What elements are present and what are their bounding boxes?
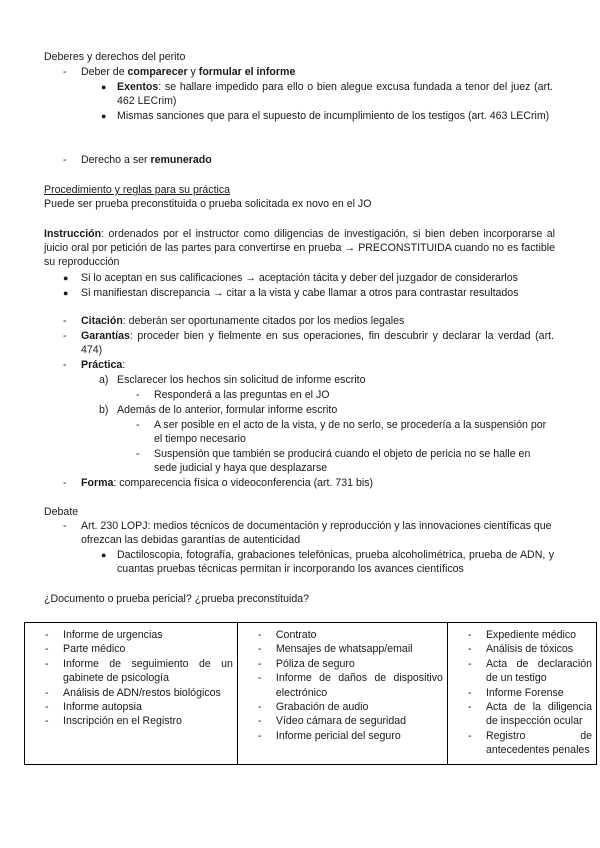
table-list-item — [450, 700, 592, 729]
dash-marker: - — [45, 686, 49, 699]
dash-marker: - — [136, 419, 140, 431]
remunerado-line: Derecho a ser remunerado — [81, 154, 212, 166]
table-column-3 — [447, 623, 596, 765]
practica-item-b: Además de lo anterior, formular informe escrito — [117, 404, 338, 416]
dash-marker: - — [63, 66, 67, 78]
table-list-item — [240, 628, 443, 642]
table-item-text: Parte médico — [63, 643, 126, 656]
table-item-text: Análisis de tóxicos — [485, 643, 574, 656]
table-list-item — [450, 657, 592, 686]
table-item-text: Expediente médico — [485, 629, 577, 641]
table-list-item — [27, 628, 233, 642]
exentos-item: Exentos: se hallare impedido para ello o bien alegue excusa fundada a tenor del juez (art. 462 LECrim) — [117, 81, 553, 107]
table-item-text: Póliza de seguro — [275, 657, 355, 670]
citacion-item: Citación: deberán ser oportunamente citados por los medios legales — [81, 315, 405, 327]
bullet-marker: ● — [63, 288, 69, 298]
dash-marker: - — [45, 629, 49, 641]
acepta-bullet: Si lo aceptan en sus calificaciones → aceptación tácita y deber del juzgador de considerarlos — [81, 272, 518, 284]
dash-marker: - — [63, 520, 67, 532]
dash-marker: - — [467, 701, 472, 714]
table-column-1 — [25, 623, 238, 765]
discrepancia-bullet: Si manifiestan discrepancia → citar a la vista y cabe llamar a otros para contrastar resultados — [81, 287, 519, 299]
table-item-text: Informe Forense — [485, 686, 564, 699]
deber-line: Deber de comparecer y formular el informe — [81, 66, 296, 78]
dash-marker: - — [257, 729, 262, 742]
table-item-text: Acta de la diligencia de inspección ocular — [485, 701, 592, 728]
table-item-text: Acta de declaración de un testigo — [485, 657, 592, 685]
dash-marker: - — [257, 629, 262, 641]
table-item-text: Informe autopsia — [63, 701, 142, 714]
question-heading: ¿Documento o prueba pericial? ¿prueba preconstituida? — [44, 593, 309, 605]
section-title-deberes: Deberes y derechos del perito — [44, 51, 186, 63]
bullet-marker: ● — [101, 550, 107, 560]
table-item-text: Contrato — [275, 629, 317, 641]
dash-marker: - — [257, 672, 262, 685]
table-item-text: Informe de urgencias — [63, 629, 163, 641]
dash-marker: - — [467, 686, 472, 699]
table-list-item — [450, 686, 592, 700]
dash-marker: - — [467, 729, 472, 742]
forma-item: Forma: comparecencia física o videoconferencia (art. 731 bis) — [81, 477, 374, 489]
dash-marker: - — [467, 629, 472, 641]
practica-item-b-sub2: Suspensión que también se producirá cuando el objeto de pericia no se halle en sede judicial y haya que desplazarse — [154, 448, 531, 474]
bullet-marker: ● — [101, 111, 107, 121]
dash-marker: - — [63, 154, 67, 166]
art230-item: Art. 230 LOPJ: medios técnicos de documentación y reproducción y las innovaciones científicas que ofrezcan las debidas garantías de autenticidad — [81, 520, 552, 546]
dash-marker: - — [45, 701, 49, 714]
table-list-item — [27, 686, 233, 700]
dash-marker: - — [63, 315, 67, 327]
table-item-text: Vídeo cámara de seguridad — [275, 715, 407, 728]
garantias-item: Garantías: proceder bien y fielmente en sus operaciones, fin descubrir y declarar la verdad (art. 474) — [81, 330, 554, 356]
procedimiento-intro: Puede ser prueba preconstituida o prueba solicitada ex novo en el JO — [44, 198, 372, 210]
bullet-marker: ● — [101, 82, 107, 92]
dash-marker: - — [467, 643, 472, 656]
table-item-text: Registro de antecedentes penales — [485, 729, 592, 757]
table-item-text: Grabación de audio — [275, 701, 369, 714]
table-item-text: Informe pericial del seguro — [275, 729, 401, 742]
table-list-item — [450, 642, 592, 656]
dash-marker: - — [257, 701, 262, 714]
dash-marker: - — [257, 715, 262, 728]
table-item-text: Inscripción en el Registro — [63, 715, 182, 728]
table-list-item — [27, 700, 233, 714]
practica-item-a-sub: Responderá a las preguntas en el JO — [154, 389, 330, 401]
item-b-marker: b) — [99, 404, 109, 416]
table-list-item — [450, 628, 592, 642]
dash-marker: - — [45, 715, 49, 728]
bullet-marker: ● — [63, 273, 69, 283]
table-column-2 — [237, 623, 447, 765]
dash-marker: - — [257, 657, 262, 670]
table-item-text: Informe de seguimiento de un gabinete de psicología — [63, 657, 233, 685]
table-list-item — [240, 714, 443, 728]
practica-item-a: Esclarecer los hechos sin solicitud de informe escrito — [117, 374, 366, 386]
table-list-item — [240, 642, 443, 656]
instruccion-paragraph: Instrucción: ordenados por el instructor como diligencias de investigación, si bien deben incorporarse al juicio oral por petición de las partes para convertirse en prueba → PRECONSTITUIDA cuando no es factible su reproducción — [44, 228, 555, 268]
dash-marker: - — [63, 330, 67, 342]
table-list-item — [27, 657, 233, 686]
dash-marker: - — [467, 657, 472, 670]
mismas-sanciones-item: Mismas sanciones que para el supuesto de incumplimiento de los testigos (art. 463 LECrim) — [117, 110, 550, 122]
dash-marker: - — [45, 657, 49, 670]
practica-item-b-sub1: A ser posible en el acto de la vista, y de no serlo, se procedería a la suspensión por el tiempo necesario — [154, 419, 547, 445]
table-list-item — [27, 714, 233, 728]
dash-marker: - — [136, 389, 140, 401]
comparison-table — [24, 622, 597, 765]
table-list-item — [27, 642, 233, 656]
table-list-item — [240, 700, 443, 714]
table-item-text: Análisis de ADN/restos biológicos — [63, 686, 221, 699]
dash-marker: - — [45, 643, 49, 656]
table-list-item — [240, 657, 443, 671]
dactiloscopia-item: Dactiloscopia, fotografía, grabaciones telefónicas, prueba alcoholimétrica, prueba de ADN, y cuantas pruebas técnicas permitan ir incorporando los avances científicos — [117, 549, 554, 575]
section-title-debate: Debate — [44, 506, 79, 518]
table-list-item — [240, 671, 443, 700]
item-a-marker: a) — [99, 374, 109, 386]
practica-item: Práctica: — [81, 359, 126, 371]
section-title-procedimiento: Procedimiento y reglas para su práctica — [44, 184, 231, 196]
table-item-text: Mensajes de whatsapp/email — [275, 643, 413, 656]
dash-marker: - — [136, 448, 140, 460]
dash-marker: - — [63, 477, 67, 489]
dash-marker: - — [63, 359, 67, 371]
dash-marker: - — [257, 643, 262, 656]
table-item-text: Informe de daños de dispositivo electrónico — [275, 672, 443, 699]
table-list-item — [240, 729, 443, 743]
table-list-item — [450, 729, 592, 758]
